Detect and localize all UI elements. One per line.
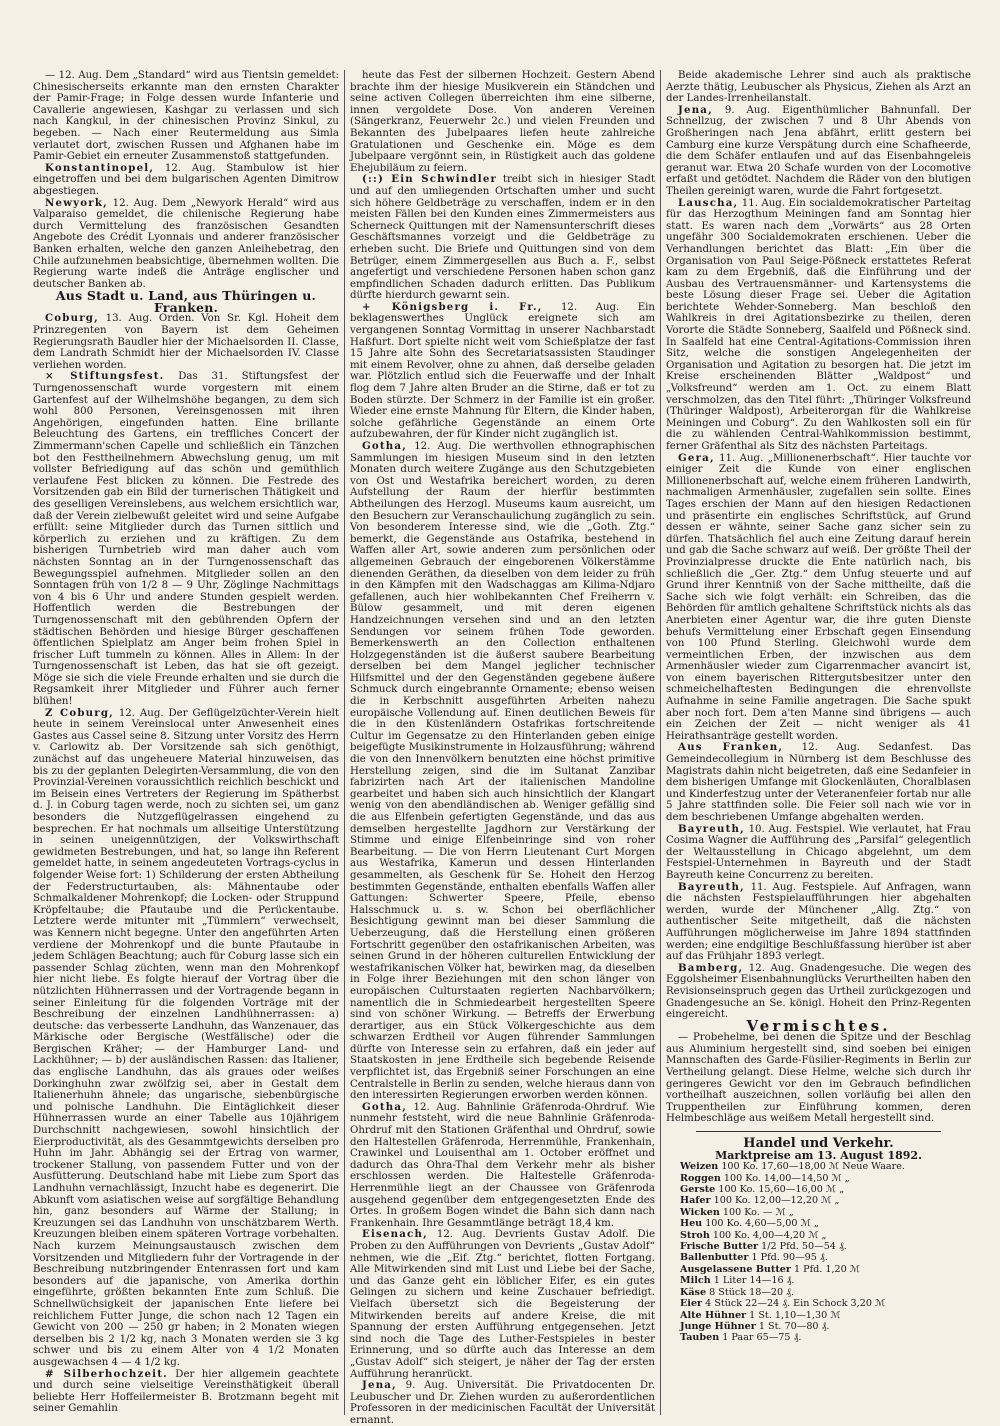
market-item-name: Stroh [680,1229,710,1241]
article: + Königsberg i. Fr., 12. Aug. Ein beklagenswerthes Unglück ereignete sich am vergangenen Sonntag Vormittag in unserer Nachbarstadt Haßfurt. Dort spielte nicht weit vom Schießplatze der fast 15 Jahre alte Sohn des Secretariatsassisten Staudinger mit einem Revolver, ohne zu ahnen, daß derselbe geladen war. Plötzlich entlud sich die Feuerwaffe und der Inhalt flog dem 7 Jahre alten Bruder an die Stirne, daß er tot zu Boden stürzte. Der Schmerz in der Familie ist ein großer. Wieder eine ernste Mahnung für Eltern, die Kinder haben, solche gefährliche Gegenstände an einem Orte aufzubewahren, der für Kinder nicht zugänglich ist. [350,300,655,441]
market-item-price: 1 St. 70—80 ₰. [755,1320,830,1332]
article: Newyork, 12. Aug. Dem „Newyork Herald“ wird aus Valparaiso gemeldet, die chilenische Regierung habe durch Vermittelung des französischen Gesandten Angebote des Crédit Lyonnais und anderer französischer Banken erhalten, welche den ganzen Anleihebetrag, den Chile aufzunehmen beabsichtige, übernehmen wollten. Die Regierung warte indeß die Anträge englischer und deutscher Banken ab. [33,196,339,290]
market-item-name: Ballenbutter [680,1252,749,1264]
market-price-row [680,1287,971,1298]
trade-heading: Handel und Verkehr. [743,1136,894,1152]
market-item-name: Wicken [680,1206,720,1218]
market-item-name: Roggen [680,1172,721,1184]
market-item-price: 100 Ko. 12,00—12,20 ℳ „ [710,1195,840,1207]
market-item-name: Alte Hühner [680,1309,747,1321]
article: Jena, 9. Aug. Universität. Die Privatdocenten Dr. Leubuscher und Dr. Ziehen wurden zu außerordentlichen Professoren in der medicinischen Facultät der Universität ernannt. [350,1379,655,1426]
market-item-name: Junge Hühner [680,1320,756,1332]
market-item-name: Frische Butter [680,1241,759,1253]
article: — 12. Aug. Dem „Standard“ wird aus Tientsin gemeldet: Chinesischerseits erkannte man den ernsten Charakter der Pamir-Frage; in Folge dessen wurde Infanterie und Cavallerie angewiesen, Kashgar zu verlassen und sich nach Kangkul, in der chinesischen Provinz Sinkul, zu begeben. — Nach einer Reutermeldung aus Simla verlautet dort, zwischen Russen und Afghanen habe im Pamir-Gebiet ein erneuter Zusammenstoß stattgefunden. [33,70,339,163]
article: Z Coburg, 12. Aug. Der Geflügelzüchter-Verein hielt heute in seinem Vereinslocal unter Anwesenheit eines Gastes aus Cassel seine 8. Sitzung unter Vorsitz des Herrn v. Carlowitz ab. Der Vorsitzende sah sich genöthigt, zunächst auf das ungeheuere Material hinzuweisen, das bis zu der geplanten Delegirten-Versammlung, die von den Provinzial-Vereinen voraussichtlich reichlich beschickt und im Beisein eines Vertreters der Regierung im Spätherbst d. J. in Coburg tagen werde, noch zu sichten sei, um ganz besonders die Nutzgeflügelrassen eingehend zu besprechen. Er hat nochmals um allseitige Unterstützung in seinen uneigennützigen, der Volkswirthschaft gewidmeten Bestrebungen, und hat, so lange ihn Referent gemeldet hatte, in seinem angedeuteten Vortrags-cyclus in folgender Weise fort: 1) Schilderung der ersten Abtheilung der Federstructurtauben, als: Mähnentaube oder Schmalkaldener Mohrenkopf; die Locken- oder Struppund Kröpfeltaube; die Pfautaube und die Perückentaube. Letztere werde mitunter mit „Tümmlern“ verwechselt, was Kennern nicht begegne. Unter den angeführten Arten verdiene der Mohrenkopf und die bunte Pfautaube in jedem Schlägen Beachtung; auch für Coburg lasse sich ein passender Schlag züchten, wenn man den Mohrenkopf hier nicht liebe. Es folgte hierauf der Vortrag über die nützlichten Hühnerrassen und der Vortragende begann in seiner Einleitung für die folgenden Vorträge mit der Beschreibung der einzelnen Landhühnerrassen: a) deutsche: das verbesserte Landhuhn, das Wanzenauer, das Märkische oder Bergische (Westfälische) oder die Bergischen Kräher; — der Hamburger Land- und Lackhühner; — b) der ausländischen Rassen: das Italiener, das englische Landhuhn, das als graues oder weißes Dorkinghuhn zwar zwölfzig sei, aber in Gestalt dem Italienerhuhn ähnele; das ungarische, siebenbürgische und polnische Landhuhn. Die Eintäglichkeit dieser Hühnerrassen wurde an einer Tabelle aus 10jährigem Durchschnitt nachgewiesen, sowohl hinsichtlich der Eierproductivität, als des Gesammtgewichts derselben pro Huhn im Jahr. Abhängig sei der Ertrag von warmer, trockener Stallung, von passendem Futter und von der Ausfütterung. Deutschland habe mit Liebe zum Sport das Landhuhn vernachlässigt, Inzucht habe es degenerirt. Die Abkunft vom asiatischen weise auf sorgfältige Behandlung hin, ganz besonders auf Wärme der Stallung; in Kreuzungen sei das Landhuhn von unschätzbarem Werth. Kreuzungen bleiben einem späteren Vortrage vorbehalten. Nach kurzem Meinungsaustausch zwischen dem Vorsitzenden und Mitgliedern fuhr der Vortragende in der Beschreibung nutzbringender Entenrassen fort und kam besonders auf die japanische, von Amerika dorthin eingeführte, größten bekannten Ente zum Schluß. Die Schnellwüchsigkeit der japanischen Ente liefere bei reichlichem Futter Junge, die schon nach 12 Tagen ein Gewicht von 200 — 250 gr haben; in 2 Monaten wiegen derselben bis 2 1/2 kg, nach 3 Monaten werden sie 3 kg schwer und bis zu einem Alter von 4 1/2 Monaten ausgewachsen 4 — 4 1/2 kg. [33,706,339,1368]
article: Gera, 11. Aug. „Millionenerbschaft“. Hier tauchte vor einiger Zeit die Kunde von einer englischen Millionenerbschaft auf, welche einem früheren Landwirth, nachmaligen Armenhäusler, zugefallen sein sollte. Eines Tages erschien der Mann auf den hiesigen Redactionen und präsentirte ein englisches Schriftstück, auf Grund dessen er wähnte, seiner Sache ganz sicher sein zu dürfen. Thatsächlich fiel auch eine Zeitung darauf herein und gab die Sache schwarz auf weiß. Der größte Theil der Provinzialpresse druckte die Ente natürlich nach, bis schließlich die „Ger. Ztg.“ dem Unfug steuerte und auf Grund ihrer Kenntniß von der Sache mittheilte, daß die Sache sich wie folgt verhält: ein Schreiben, das die Behörden für amtlich gehaltene Schriftstück nichts als das Anerbieten einer Agentur war, die ihre guten Dienste behufs Vermittelung einer Erbschaft gegen Einsendung von 100 Pfund Sterling. Gleichwohl wurde dem vermeintlichen Erben, der inzwischen aus dem Armenhäusler wieder zum Cigarrenmacher avancirt ist, von einem bayerischen Rittergutsbesitzer unter den schmeichelhaftesten Bedingungen die ehrenvollste Aufnahme in seine Familie angetragen. Die Sache spukt aber noch fort. Dem a'ten Manne sind übrigens — auch ein Zeichen der Zeit — nicht weniger als 41 Heirathsanträge gestellt worden. [666,451,971,742]
market-price-row [680,1218,971,1229]
article: Gotha, 12. Aug. Die werthvollen ethnographischen Sammlungen im hiesigen Museum sind in den letzten Monaten durch weitere Zugänge aus den Schutzgebieten von Ost und Westafrika bereichert worden, zu deren Aufstellung der Raum der hierfür bestimmten Abtheilungen des Herzogl. Museums kaum ausreicht, um den Besuchern zur Veranschaulichung zugänglich zu sein. Von besonderem Interesse sind, wie die „Goth. Ztg.“ bemerkt, die Gegenstände aus Ostafrika, bestehend in Waffen aller Art, sowie anderen zum persönlichen oder allgemeinen Gebrauch der eingeborenen Völkerstämme dienenden Geräthen, da dieselben von dem leider zu früh in den Kämpfen mit den Wadschaggas am Kilima-Ndjaro gefallenen, auch hier wohlbekannten Chef Freiherrn v. Bülow gesammelt, und mit deren eigenen Handzeichnungen versehen sind und an den letzten Sendungen vor seinem frühen Tode geworden. Bemerkenswerth an den Collection enthaltenen Holzgegenständen ist die äußerst saubere Bearbeitung derselben bei dem Mangel jeglicher technischer Hilfsmittel und der den Gegenständen gegebene äußere Schmuck durch eingebrannte Ornamente; ebenso weisen die in Kerbschnitt ausgeführten Arbeiten nahezu europäische Vollendung auf. Einen deutlichen Beweis für die in den Küstenländern Ostafrikas fortschreitende Cultur im Gegensatze zu den Hinterlanden geben einige beigefügte Musikinstrumente in Holzausführung; während die von den Innenvölkern benutzten eine höchst primitive Herstellung zeigen, sind die im Sultanat Zanzibar fabrizirten nach Art der italienischen Mandoline gearbeitet und haben sich auch hinsichtlich der Klangart wenig von den abendländischen ab. Weniger gefällig sind die aus Elfenbein gefertigten Gegenstände, und das aus demselben hergestellte Jagdhorn zur Verstärkung der Stimme und einige Elfenbeinringe sind von roher Bearbeitung. — Die von Herrn Lieutenant Curt Morgen aus Westafrika, Kamerun und dessen Hinterlanden gesammelten, als Geschenk für Se. Hoheit den Herzog bestimmten Gegenstände, enthalten ebenfalls Waffen aller Gattungen: Schwerter Speere, Pfeile, ebenso Halsschmuck u. s. w. Schon bei oberflächlicher Besichtigung gewinnt man bei dieser Sammlung die Ueberzeugung, daß die Herstellung einen größeren Fortschritt gegenüber den ostafrikanischen Arbeiten, was seinen Grund in der höheren culturellen Entwicklung der westafrikanischen Völker hat, bewirken mag, da dieselben in Folge ihrer Beziehungen mit den schon länger von europäischen Culturstaaten regierten Nachbarvölkern; namentlich die in Schmiedearbeit hergestellten Speere sind von schöner Wirkung. — Betreffs der Erwerbung derartiger, aus ein Stück Völkergeschichte aus dem schwarzen Erdtheil vor Augen führender Sammlungen dürfte von Interesse sein zu erfahren, daß ein jeder auf Staatskosten in jene Erdtheile sich begebende Reisende verpflichtet ist, das Ergebniß seiner Forschungen an eine Centralstelle in Berlin zu senden, welche hieraus dann von den interessirten Regierungen erworben werden können. [350,440,655,1102]
market-price-row [680,1275,971,1286]
market-item-price: 100 Ko. 15,60—16,00 ℳ „ [715,1184,845,1196]
article: Lauscha, 11. Aug. Ein socialdemokratischer Parteitag für das Herzogthum Meiningen fand am Sonntag hier statt. Es waren nach dem „Vorwärts“ aus 28 Orten ungefähr 300 Socialdemokraten erschienen. Ueber die Verhandlungen berichtet das Blatt: „Ein über die Organisation von Paul Seige-Pößneck erstattetes Referat kam zu dem Ergebniß, daß die Einführung und der Ausbau des Vertrauensmänner- und Kartensystems die beste Lösung dieser Frage sei. Ueber die Agitation berichtete Wehder-Sonneberg. Man beschloß den Wahlkreis in drei Agitationsbezirke zu theilen, deren Vororte die Städte Sonneberg, Saalfeld und Pößneck sind. In Saalfeld hat eine Central-Agitations-Commission ihren Sitz, welche die sonstigen Angelegenheiten der Organisation und Agitation zu besorgen hat. Die jetzt im Kreise erscheinenden Blätter „Waldpost“ und „Volksfreund“ werden am 1. Oct. zu einem Blatt verschmolzen, das den Titel führt: „Thüringer Volksfreund (Thüringer Waldpost), Arbeiterorgan für die Wahlkreise Meiningen und Coburg“. Zu den Wahlkosten soll ein für die zu wählenden Central-Wahlkommission bestimmt, ferner Gräfenthal als Sitz des nächsten Parteitags. [666,196,971,452]
market-price-row [680,1252,971,1263]
market-item-price: 1 Liter 14—16 ₰. [710,1275,795,1287]
market-item-price: 4 Stück 22—24 ₰. Ein Schock 3,20 ℳ [702,1298,886,1310]
market-item-price: 100 Ko. 4,00—4,20 ℳ „ [709,1229,827,1241]
article: # Silberhochzeit. Der hier allgemein geachtete und durch seine vielseitige Vereinsthätigkeit überall beliebte Herr Hoffeilermeister B. Brotzmann begeht mit seiner Gemahlin [33,1367,339,1415]
article: Bamberg, 12. Aug. Gnadengesuche. Die wegen des Eggolsheimer Eisenbahnunglücks Verurtheilten haben den Revisionseinspruch gegen das Urtheil zurückgezogen und Gnadengesuche an Se. königl. Hoheit den Prinz-Regenten eingereicht. [666,961,971,1021]
article: Bayreuth, 10. Aug. Festspiel. Wie verlautet, hat Frau Cosima Wagner die Aufführung des „Parsifal“ gelegentlich der Weltausstellung in Chicago abgelehnt, um dem Festspiel-Unternehmen in Bayreuth und der Stadt Bayreuth keine Concurrenz zu bereiten. [666,822,971,881]
market-item-price: 1 St. 1,10—1,30 ℳ [746,1309,841,1321]
market-item-name: Ausgelassene Butter [680,1263,791,1275]
article: Gotha, 12. Aug. Bahnlinie Gräfenroda-Ohrdruf. Wie nunmehr feststeht, wird die neue Bahnlinie Gräfenroda-Ohrdruf mit den Stationen Gräfenthal und Ohrdruf, sowie den Haltestellen Gräfenroda, Herrenmühle, Frankenhain, Crawinkel und Louisenthal am 1. October eröffnet und dadurch das Ohra-Thal dem Verkehr mehr als bisher erschlossen werden. Die Haltestelle Gräfenroda-Herrenmühle liegt an der Chaussee von Gräfenroda ausgehend gegenüber dem entgegengesetzten Ende des Ortes. In großem Bogen windet die Bahn sich dann nach Frankenhain. Ihre Gesammtlänge beträgt 18,4 km. [350,1100,655,1229]
market-item-name: Milch [680,1275,711,1287]
market-heading: Marktpreise am 13. August 1892. [715,1148,922,1162]
market-price-row [680,1230,971,1241]
market-price-row [680,1298,971,1309]
market-item-price: 100 Ko. 4,60—5,00 ℳ „ [702,1218,819,1230]
market-item-price: 100 Ko. 14,00—14,50 ℳ „ [720,1172,850,1184]
market-item-name: Eier [680,1298,703,1310]
article: Coburg, 13. Aug. Orden. Von Sr. Kgl. Hoheit dem Prinzregenten von Bayern ist dem Geheimen Regierungsrath Baudler hier der Michaelsorden II. Classe, dem Landrath Schmidt hier der Michaelsorden IV. Classe verliehen worden. [33,312,339,371]
article: (::) Ein Schwindler treibt sich in hiesiger Stadt und auf den umliegenden Ortschaften umher und sucht sich höhere Geldbeträge zu verschaffen, indem er in den meisten Fällen bei den Kunden eines Zimmermeisters aus Scherneck Quittungen mit der Namensunterschrift dieses Geschäftsmannes vorzeigt und die Geldbeträge zu erheben sucht. Die Briefe und Quittungen sind von dem Betrüger, einem Zimmergesellen aus Buch a. F., selbst angefertigt und verschiedene Personen haben schon ganz empfindlichen Schaden dadurch erlitten. Das Publikum dürfte hierdurch gewarnt sein. [350,173,656,302]
article: Aus Franken, 12. Aug. Sedanfest. Das Gemeindecollegium in Nürnberg ist dem Beschlusse des Magistrats dahin nicht beigetreten, daß eine Sedanfeier in dem bisherigen Umfange mit Glockenläuten, Choralblasen und Kinderfestzug unter der Veteranenfeier fortab nur alle 5 Jahre stattfinden solle. Die Feier soll nach wie vor in dem beschriebenen Umfange abgehalten werden. [666,741,971,823]
article: Konstantinopel, 12. Aug. Stambulow ist hier eingetroffen und bei dem bulgarischen Agenten Dimitrow abgestiegen. [33,161,339,197]
market-price-list [680,1161,971,1344]
article: × Stiftungsfest. Das 31. Stiftungsfest der Turngenossenschaft wurde vorgestern mit einem Gartenfest auf der Wilhelmshöhe begangen, zu dem sich wohl 800 Personen, Vereinsgenossen mit ihren Angehörigen, eingefunden hatten. Eine brillante Beleuchtung des Gartens, ein treffliches Concert der Zimmermann'schen Capelle und schließlich ein Tänzchen bot den Festtheilnehmern Abwechslung genug, um mit vollster Befriedigung auf das schön und gemüthlich verlaufene Fest blicken zu können. Die Festrede des Vorsitzenden gab ein Bild der turnerischen Thätigkeit und des geselligen Vereinslebens, aus welchem ersichtlich war, daß der Verein zielbewußt geleitet wird und seine Aufgabe erfüllt: seine Mitglieder durch das Turnen sittlich und körperlich zu erziehen und zu kräftigen. Zu dem bisherigen Turnbetrieb wird man daher auch vom nächsten Sonntag an in der Turngenossenschaft das Bewegungsspiel aufnehmen. Mitglieder sollen an den Sonntagen früh von 1/2 8 — 9 Uhr, Zöglinge Nachmittags von 4 bis 6 Uhr und andere Stunden gespielt werden. Hoffentlich werden die Bestrebungen der Turngenossenschaft mit den gebührenden Opfern der städtischen Behörden und hiesige Bürger geschaffenen öffentlichen Spielplatz am Anger beim frohen Spiel in frischer Luft tummeln zu können. Alles in Allem: In der Turngenossenschaft ist Leben, das hat sie oft gezeigt. Möge sie sich die viele Freunde erhalten und sie durch die Regsamkeit ihrer Mitglieder und Führer auch ferner blühen! [33,370,340,708]
market-price-row [680,1195,971,1206]
divider [696,1131,941,1132]
market-price-row [680,1264,971,1275]
market-item-price: 100 Ko. 17,60—18,00 ℳ Neue Waare. [718,1161,905,1173]
market-item-price: 1 Pfd. 1,20 ℳ [790,1263,861,1275]
market-price-row [680,1241,971,1252]
market-item-price: 1 Paar 65—75 ₰. [719,1332,802,1344]
article: — Probehelme, bei denen die Spitze und der Beschlag aus Aluminium hergestellt sind, sind soeben bei einigen Mannschaften des Garde-Füsilier-Regiments in Berlin zur Vertheilung gelangt. Diese Helme, welche sich durch ihr geringeres Gewicht vor den im Gebrauch befindlichen vortheilhaft auszeichnen, sollen vorläufig bei allen den Truppentheilen zur Einführung kommen, deren Helmbeschläge aus weißem Metall hergestellt sind. [666,1032,971,1125]
market-price-row [680,1173,971,1184]
article: Jena, 9. Aug. Eigenthümlicher Bahnunfall. Der Schnellzug, der zwischen 7 und 8 Uhr Abends von Großheringen nach Jena abfährt, erlitt gestern bei Camburg eine kurze Verspätung durch eine Schafheerde, die dem Schäfer entlaufen und auf das Eisenbahngeleis geranut war. Etwa 20 Schafe wurden von der Locomotive erfaßt und getödtet. Nachdem die Räder von den blutigen Theilen gereinigt waren, wurde die Fahrt fortgesetzt. [666,103,971,197]
article: Bayreuth, 11. Aug. Festspiele. Auf Anfragen, wann die nächsten Festspielaufführungen hier abgehalten werden, wurde der Münchener „Allg. Ztg.“ von authentischer Seite mitgetheilt, daß die nächsten Aufführungen möglicherweise im Jahre 1894 stattfinden werden; eine endgiltige Beschlußfassung hierüber ist aber auf das Frühjahr 1893 verlegt. [666,880,971,963]
market-item-price: 1/2 Pfd. 50—54 ₰. [758,1241,847,1253]
market-price-row [680,1207,971,1218]
market-item-price: 1 Pfd. 90—95 ₰. [748,1252,828,1264]
market-item-name: Käse [680,1286,707,1298]
market-item-name: Heu [680,1218,703,1230]
article: Beide akademische Lehrer sind auch als praktische Aerzte thätig, Leubuscher als Physicus, Ziehen als Arzt an der Landes-Irrenheilanstalt. [666,70,971,105]
misc-heading: Vermischtes. [746,1016,891,1035]
article: heute das Fest der silbernen Hochzeit. Gestern Abend brachte ihm der hiesige Musikverein ein Ständchen und seine activen Collegen überreichten ihm eine silberne, innen vergoldete Dose. Von anderen Vereinen (Sängerkranz, Feuerwehr 2c.) und vielen Freunden und Bekannten des Jubelpaares liefen heute zahlreiche Gratulationen und Geschenke ein. Möge es dem Jubelpaare vergönnt sein, in Rüstigkeit auch das goldene Ehejubiläum zu feiern. [350,70,655,174]
market-item-name: Weizen [680,1161,719,1173]
market-price-row [680,1321,971,1332]
market-price-row [680,1184,971,1195]
market-price-row [680,1310,971,1321]
section-heading: Aus Stadt u. Land, aus Thüringen u. Franken. [55,288,317,315]
market-item-price: 8 Stück 18—20 ₰. [706,1286,795,1298]
market-item-name: Hafer [680,1195,711,1207]
market-item-price: 100 Ko. — ℳ „ [719,1206,794,1218]
column-2 [344,70,660,1426]
market-price-row [680,1161,971,1172]
article: Eisenach, 12. Aug. Devrients Gustav Adolf. Die Proben zu den Aufführungen von Devrients „Gustav Adolf“ nehmen, wie die „Eif. Ztg.“ berichtet, flotten Fortgang. Alle Mitwirkenden sind mit Lust und Liebe bei der Sache, und das Ganze geht ein löblicher Eifer, es ein gutes Gelingen zu sichern und keine Zuschauer befriedigt. Vielfach übersetzt sich die Begeisterung der Mitwirkenden bereits auf andere Kreise, die mit Spannung der ersten Aufführung entgegensehen. Jetzt sind noch die Tage des Luther-Festspieles in bester Erinnerung, und so dürfte auch das Interesse an dem „Gustav Adolf“ sich steigert, je näher der Tag der ersten Aufführung heranrückt. [350,1228,655,1380]
market-item-name: Gerste [680,1184,716,1196]
market-price-row [680,1332,971,1343]
column-1 [28,70,344,1415]
market-item-name: Tauben [680,1332,720,1344]
columns [28,70,978,1426]
column-3 [660,70,976,1415]
